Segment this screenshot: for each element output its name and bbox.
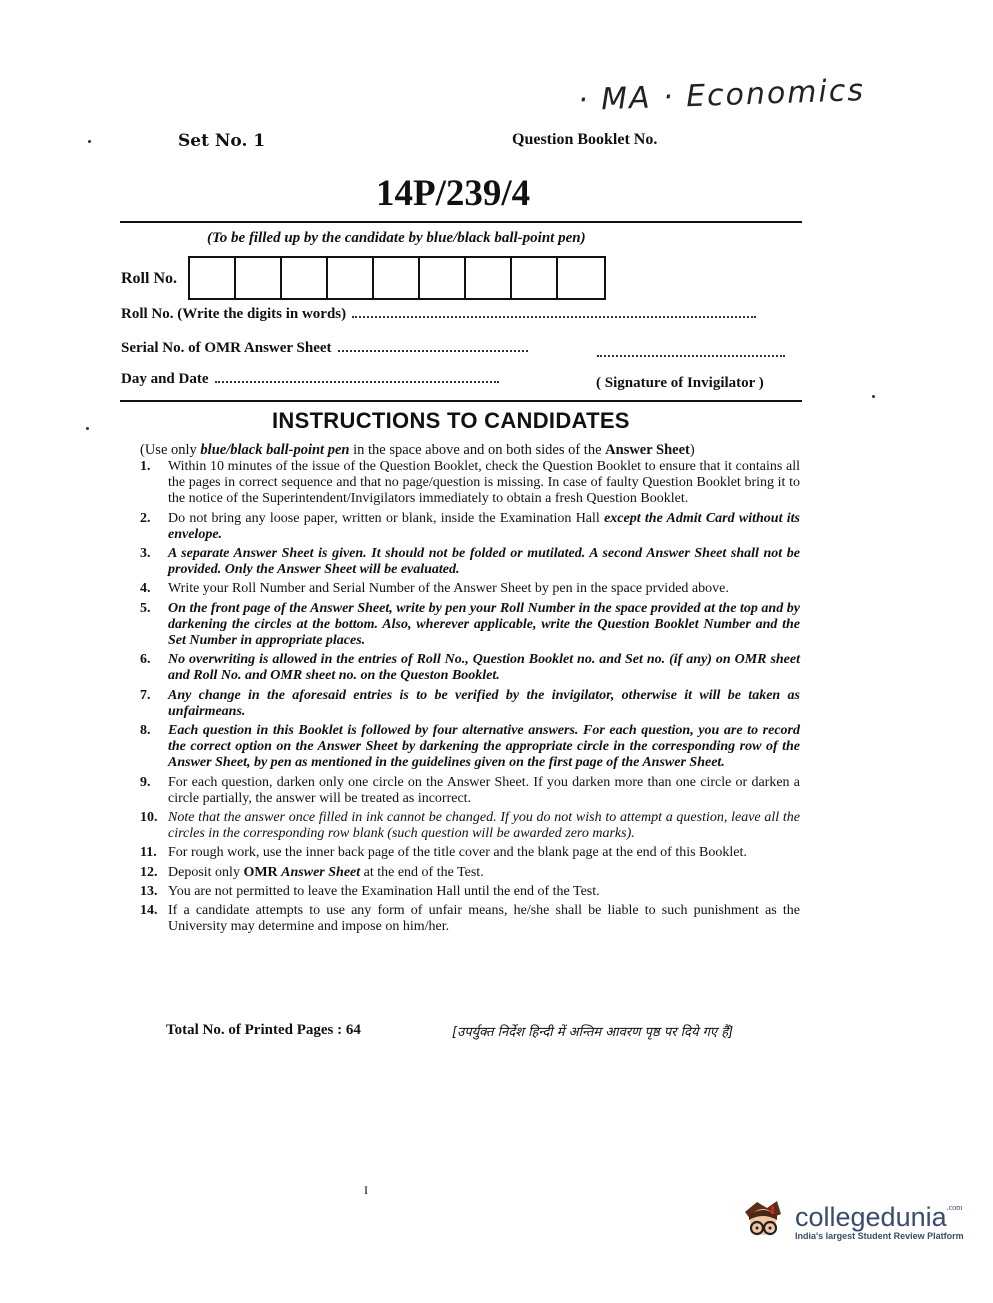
roll-digit-box[interactable]	[328, 258, 374, 298]
roll-no-words-label: Roll No. (Write the digits in words)	[121, 306, 347, 322]
day-date-field[interactable]	[215, 380, 499, 383]
signature-label: ( Signature of Invigilator )	[596, 375, 764, 391]
instruction-item: 14. If a candidate attempts to use any form of unfair means, he/she shall be liable to such punishment as the University may determine and impose on him/her.	[140, 903, 800, 935]
roll-digit-box[interactable]	[466, 258, 512, 298]
instruction-item: 8. Each question in this Booklet is followed by four alternative answers. For each question, you are to record the correct option on the Answer Sheet by darkening the appropriate circle in the corresponding row of the Answer Sheet, by pen as mentioned in the guidelines given on the first page of the Answer Sheet.	[140, 723, 800, 771]
day-date-row	[121, 371, 499, 388]
signature-field[interactable]	[597, 355, 785, 357]
instruction-item: 2. Do not bring any loose paper, written or blank, inside the Examination Hall except the Admit Card without its envelope.	[140, 510, 800, 542]
serial-omr-label: Serial No. of OMR Answer Sheet	[121, 340, 332, 356]
instruction-item: 10. Note that the answer once filled in ink cannot be changed. If you do not wish to attempt a question, leave all the circles in the corresponding row blank (such question will be awarded zero marks).	[140, 810, 800, 842]
instruction-item: 3. A separate Answer Sheet is given. It should not be folded or mutilated. A second Answer Sheet shall not be provided. Only the Answer Sheet will be evaluated.	[140, 546, 800, 578]
roll-digit-box[interactable]	[190, 258, 236, 298]
instruction-item: 12. Deposit only OMR Answer Sheet at the end of the Test.	[140, 864, 484, 880]
hindi-note: [उपर्युक्त निर्देश हिन्दी में अन्तिम आवरण पृष्ठ पर दिये गए हैं]	[452, 1025, 734, 1040]
day-date-label: Day and Date	[121, 371, 209, 387]
instruction-item: 13. You are not permitted to leave the Examination Hall until the end of the Test.	[140, 883, 600, 899]
instruction-item: 9. For each question, darken only one circle on the Answer Sheet. If you darken more than one circle or darken a circle partially, the answer will be treated as incorrect.	[140, 774, 800, 806]
instruction-item: 7. Any change in the aforesaid entries is to be verified by the invigilator, otherwise it will be taken as unfairmeans.	[140, 687, 800, 719]
roll-digit-box[interactable]	[236, 258, 282, 298]
instruction-item: 6. No overwriting is allowed in the entries of Roll No., Question Booklet no. and Set no. (if any) on OMR sheet and Roll No. and OMR sheet no. on the Queston Booklet.	[140, 652, 800, 684]
question-booklet-no-label: Question Booklet No.	[512, 131, 658, 148]
collegedunia-logo	[737, 1198, 964, 1246]
total-printed-pages: Total No. of Printed Pages : 64	[166, 1022, 361, 1038]
logo-name: collegedunia	[795, 1202, 947, 1232]
roll-digit-box[interactable]	[558, 258, 604, 298]
use-only-note: (Use only blue/black ball-point pen in the space above and on both sides of the Answer Sheet)	[140, 442, 695, 458]
roll-digit-box[interactable]	[374, 258, 420, 298]
logo-suffix: .com	[946, 1203, 963, 1212]
scan-speck	[86, 427, 89, 430]
scan-speck	[88, 140, 91, 143]
instructions-heading: INSTRUCTIONS TO CANDIDATES	[272, 408, 630, 433]
roll-no-boxes[interactable]	[188, 256, 606, 300]
instruction-item: 1. Within 10 minutes of the issue of the Question Booklet, check the Question Booklet to ensure that it contains all the pages in correct sequence and that no page/question is missing. In case of faulty Question Booklet bring it to the notice of the Superintendent/Invigilators immediately to obtain a fresh Question Booklet.	[140, 459, 800, 507]
serial-omr-row	[121, 340, 528, 357]
handwritten-subject-note: · MA · Economics	[577, 73, 866, 118]
roll-digit-box[interactable]	[420, 258, 466, 298]
fill-instruction-note: (To be filled up by the candidate by blue/black ball-point pen)	[207, 230, 586, 246]
instruction-item: 4. Write your Roll Number and Serial Number of the Answer Sheet by pen in the space prvided above.	[140, 581, 729, 597]
scan-speck	[872, 395, 875, 398]
instruction-item: 11. For rough work, use the inner back page of the title cover and the blank page at the end of this Booklet.	[140, 845, 747, 861]
top-divider	[120, 221, 802, 223]
logo-tagline: India's largest Student Review Platform	[795, 1231, 964, 1241]
roll-no-words-row	[121, 306, 756, 323]
set-number: Set No. 1	[178, 131, 266, 151]
logo-text	[795, 1203, 964, 1241]
page-mark: I	[364, 1183, 368, 1197]
roll-no-words-field[interactable]	[352, 315, 756, 318]
roll-digit-box[interactable]	[512, 258, 558, 298]
serial-omr-field[interactable]	[338, 349, 528, 352]
mascot-icon	[737, 1198, 789, 1246]
roll-digit-box[interactable]	[282, 258, 328, 298]
form-divider	[120, 400, 802, 402]
paper-code: 14P/239/4	[376, 173, 531, 214]
instructions-list	[140, 459, 800, 938]
roll-no-label: Roll No.	[121, 270, 177, 287]
instruction-item: 5. On the front page of the Answer Sheet, write by pen your Roll Number in the space provided at the top and by darkening the circles at the bottom. Also, wherever applicable, write the Question Booklet Number and the Set Number in appropriate places.	[140, 600, 800, 649]
